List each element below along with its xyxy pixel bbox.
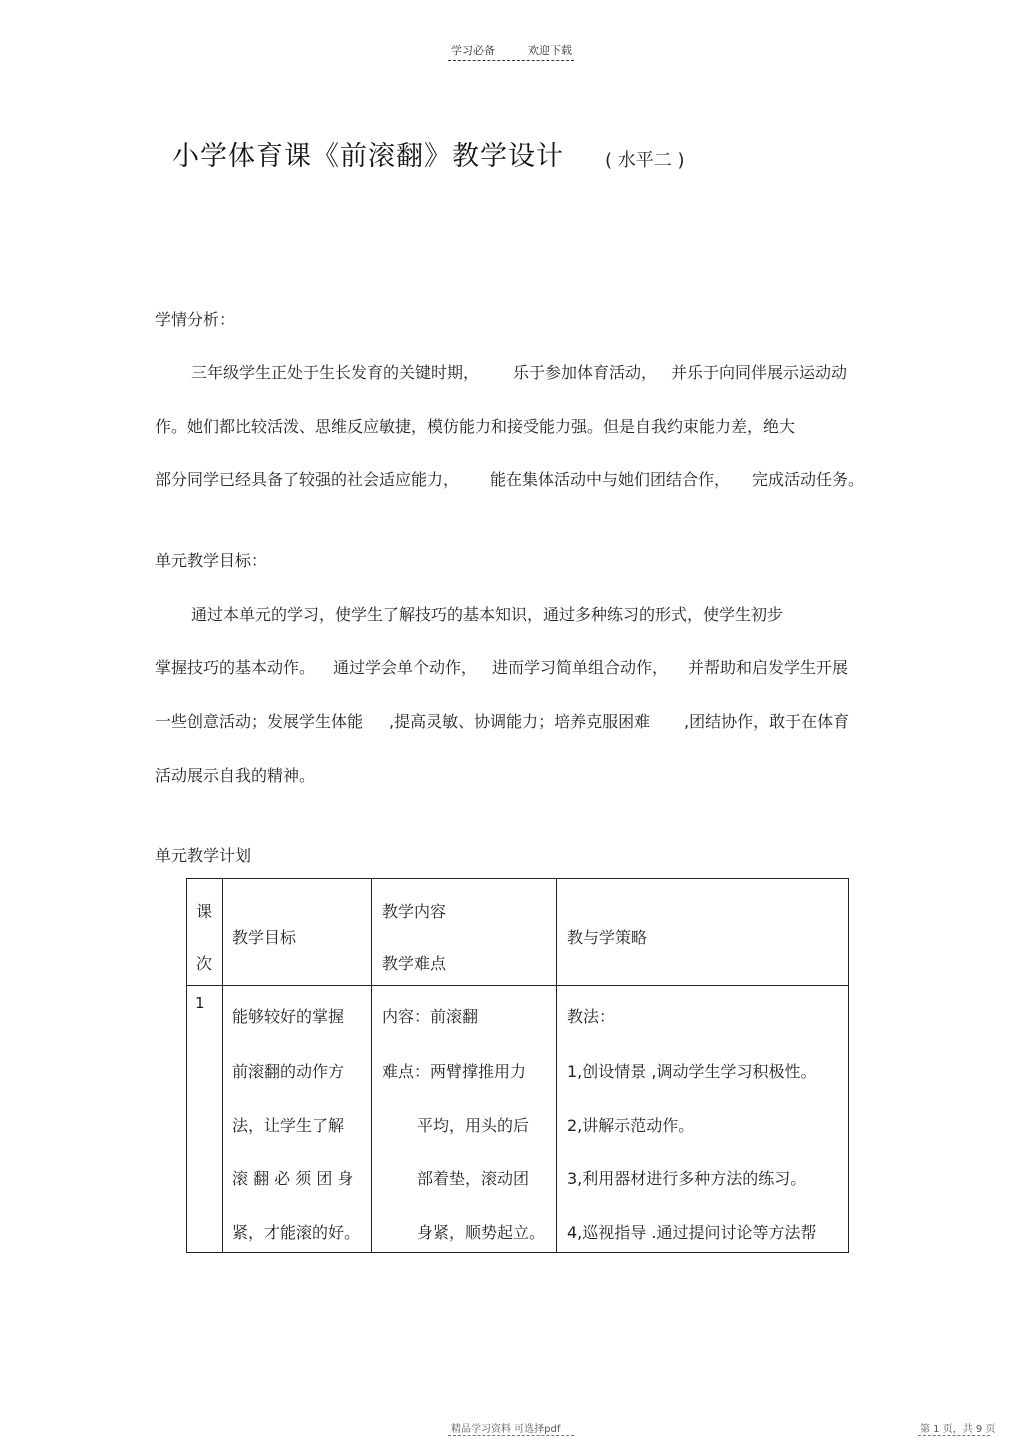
goals-line-2d: 并帮助和启发学生开展 <box>688 658 849 677</box>
row1-goal-line: 紧，才能滚的好。 <box>232 1223 361 1242</box>
goals-line-3b: ,提高灵敏、协调能力；培养克服困难 <box>389 712 651 731</box>
row1-goal-line: 滚 翻 必 须 团 身 <box>232 1169 354 1188</box>
header-difficulty-label: 教学难点 <box>382 954 447 973</box>
analysis-line-1b: 乐于参加体育活动， <box>513 363 658 382</box>
page-title: 小学体育课《前滚翻》教学设计 <box>172 141 564 172</box>
goals-line-2c: 进而学习简单组合动作， <box>492 658 669 677</box>
footer-page-indicator: 第 1 页，共 9 页 <box>920 1424 996 1435</box>
row1-content-line: 部着垫，滚动团 <box>417 1169 530 1188</box>
row1-strategy-line: 3,利用器材进行多种方法的练习。 <box>567 1169 807 1188</box>
analysis-line-3b: 能在集体活动中与她们团结合作， <box>490 470 731 489</box>
footer-left-text: 精品学习资料 可选择pdf <box>451 1424 561 1435</box>
page-title-level: ( 水平二 ) <box>605 150 685 171</box>
header-lesson-char-1: 课 <box>196 902 213 921</box>
row1-strategy-line: 4,巡视指导 .通过提问讨论等方法帮 <box>567 1223 817 1242</box>
header-cell-strategy <box>557 879 849 986</box>
row1-goal-line: 法，让学生了解 <box>232 1116 345 1135</box>
row1-content-line: 难点：两臂撑推用力 <box>382 1062 527 1081</box>
row1-strategy-line: 2,讲解示范动作。 <box>567 1116 695 1135</box>
row1-goal-line: 前滚翻的动作方 <box>232 1062 345 1081</box>
row1-lesson-number: 1 <box>195 994 205 1012</box>
row1-lesson-number-cell <box>187 986 223 1253</box>
analysis-heading: 学情分析： <box>155 310 236 329</box>
analysis-line-3a: 部分同学已经具备了较强的社会适应能力， <box>155 470 460 489</box>
header-lesson-char-2: 次 <box>196 954 213 973</box>
row1-content-line: 身紧，顺势起立。 <box>417 1223 546 1242</box>
goals-line-3c: ,团结协作，敢于在体育 <box>684 712 850 731</box>
analysis-line-1a: 三年级学生正处于生长发育的关键时期， <box>191 363 480 382</box>
analysis-line-3c: 完成活动任务。 <box>752 470 865 489</box>
header-cell-lesson <box>187 879 223 986</box>
row1-content-line: 内容：前滚翻 <box>382 1007 479 1026</box>
header-strategy-label: 教与学策略 <box>567 928 648 947</box>
footer-right-divider <box>918 1435 990 1436</box>
table-header-row <box>187 879 849 986</box>
goals-heading: 单元教学目标： <box>155 551 268 570</box>
row1-goal-cell <box>223 986 372 1253</box>
plan-heading: 单元教学计划 <box>155 846 252 865</box>
goals-line-4: 活动展示自我的精神。 <box>155 766 316 785</box>
plan-table <box>186 878 849 1253</box>
row1-strategy-line: 1,创设情景 ,调动学生学习积极性。 <box>567 1062 817 1081</box>
header-content-label: 教学内容 <box>382 902 447 921</box>
row1-strategy-cell <box>557 986 849 1253</box>
header-divider <box>448 60 574 61</box>
header-cell-content <box>372 879 557 986</box>
goals-line-2a: 掌握技巧的基本动作。 <box>155 658 316 677</box>
row1-goal-line: 能够较好的掌握 <box>232 1007 345 1026</box>
header-right-text: 欢迎下载 <box>528 44 572 57</box>
footer-left-divider <box>448 1435 574 1436</box>
header-cell-goal <box>223 879 372 986</box>
goals-line-1: 通过本单元的学习，使学生了解技巧的基本知识，通过多种练习的形式，使学生初步 <box>191 605 784 624</box>
analysis-line-1c: 并乐于向同伴展示运动动 <box>671 363 848 382</box>
row1-content-cell <box>372 986 557 1253</box>
table-row <box>187 986 849 1253</box>
header-goal-label: 教学目标 <box>232 928 297 947</box>
goals-line-3a: 一些创意活动；发展学生体能 <box>155 712 364 731</box>
row1-strategy-line: 教法： <box>567 1007 616 1026</box>
header-left-text: 学习必备 <box>451 44 495 57</box>
analysis-line-2: 作。她们都比较活泼、思维反应敏捷，模仿能力和接受能力强。但是自我约束能力差，绝大 <box>155 417 796 436</box>
row1-content-line: 平均，用头的后 <box>417 1116 530 1135</box>
goals-line-2b: 通过学会单个动作， <box>333 658 478 677</box>
